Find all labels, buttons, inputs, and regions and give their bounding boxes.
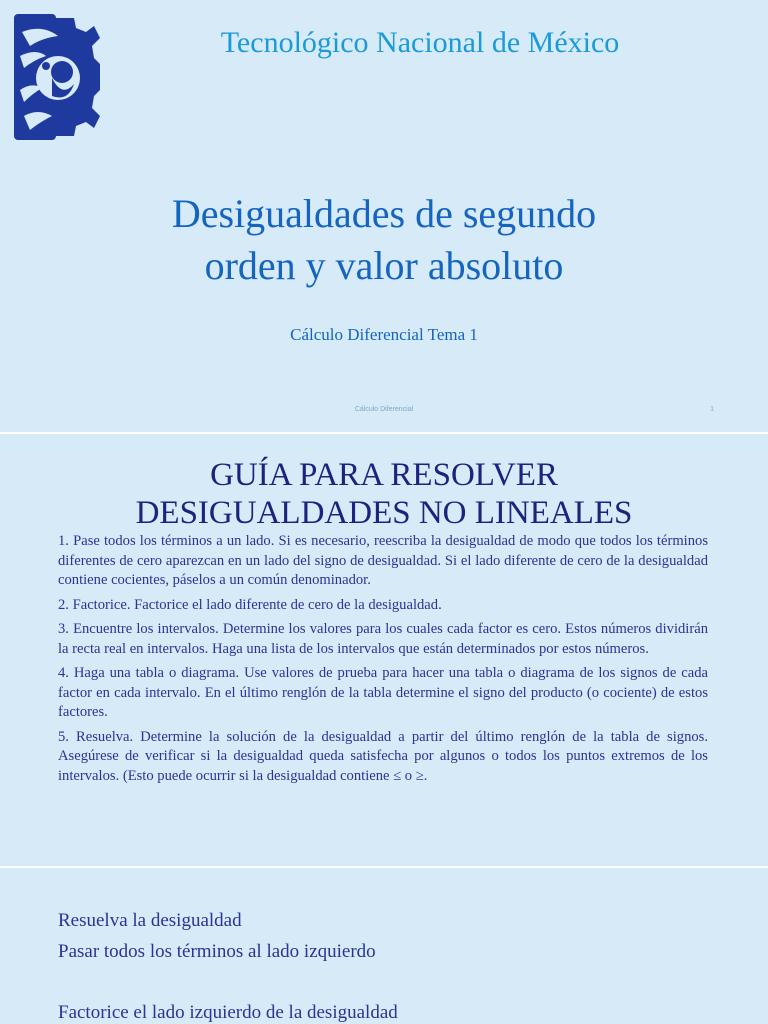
slide-1 bbox=[0, 0, 768, 432]
step-item: 1. Pase todos los términos a un lado. Si es necesario, reescriba la desigualdad de modo que todos los términos diferentes de cero aparezcan en un lado del signo de desigualdad. Si el lado diferente de cero de la desigualdad contiene cocientes, páselos a un común denominador. bbox=[58, 533, 708, 588]
step-item: 3. Encuentre los intervalos. Determine los valores para los cuales cada factor es cero. Estos números dividirán la recta real en intervalos. Haga una lista de los intervalos que están determinados por estos números. bbox=[58, 621, 708, 657]
page-number: 1 bbox=[710, 406, 714, 413]
slide-title-line-2: orden y valor absoluto bbox=[204, 243, 564, 288]
text-line: Resuelva la desigualdad bbox=[58, 910, 242, 931]
slide-title-line-1: Desigualdades de segundo bbox=[171, 191, 597, 236]
slide-subtitle: Cálculo Diferencial Tema 1 bbox=[290, 325, 478, 344]
guide-title bbox=[40, 456, 728, 532]
tecnm-gear-logo-icon bbox=[12, 12, 100, 142]
step-item: 4. Haga una tabla o diagrama. Use valores de prueba para hacer una tabla o diagrama de los signos de cada factor en cada intervalo. En el último renglón de la tabla determine el signo del producto (o cociente) de estos factores. bbox=[58, 665, 708, 720]
institution-name: Tecnológico Nacional de México bbox=[220, 26, 620, 59]
slide-2 bbox=[0, 434, 768, 866]
guide-title-line-2: DESIGUALDADES NO LINEALES bbox=[135, 495, 633, 531]
footer-course: Cálculo Diferencial bbox=[354, 406, 414, 413]
slide-3 bbox=[0, 868, 768, 1024]
text-line: Factorice el lado izquierdo de la desigualdad bbox=[58, 1002, 398, 1023]
step-item: 5. Resuelva. Determine la solución de la desigualdad a partir del último renglón de la tabla de signos. Asegúrese de verificar si la desigualdad queda satisfecha por algunos o todos los puntos extremos de los intervalos. (Esto puede ocurrir si la desigualdad contiene ≤ o ≥. bbox=[58, 728, 708, 784]
step-item: 2. Factorice. Factorice el lado diferente de cero de la desigualdad. bbox=[58, 596, 442, 613]
guide-title-line-1: GUÍA PARA RESOLVER bbox=[210, 457, 558, 493]
steps-list bbox=[58, 532, 708, 791]
slide-title bbox=[80, 188, 688, 292]
text-line: Pasar todos los términos al lado izquierdo bbox=[58, 941, 376, 962]
